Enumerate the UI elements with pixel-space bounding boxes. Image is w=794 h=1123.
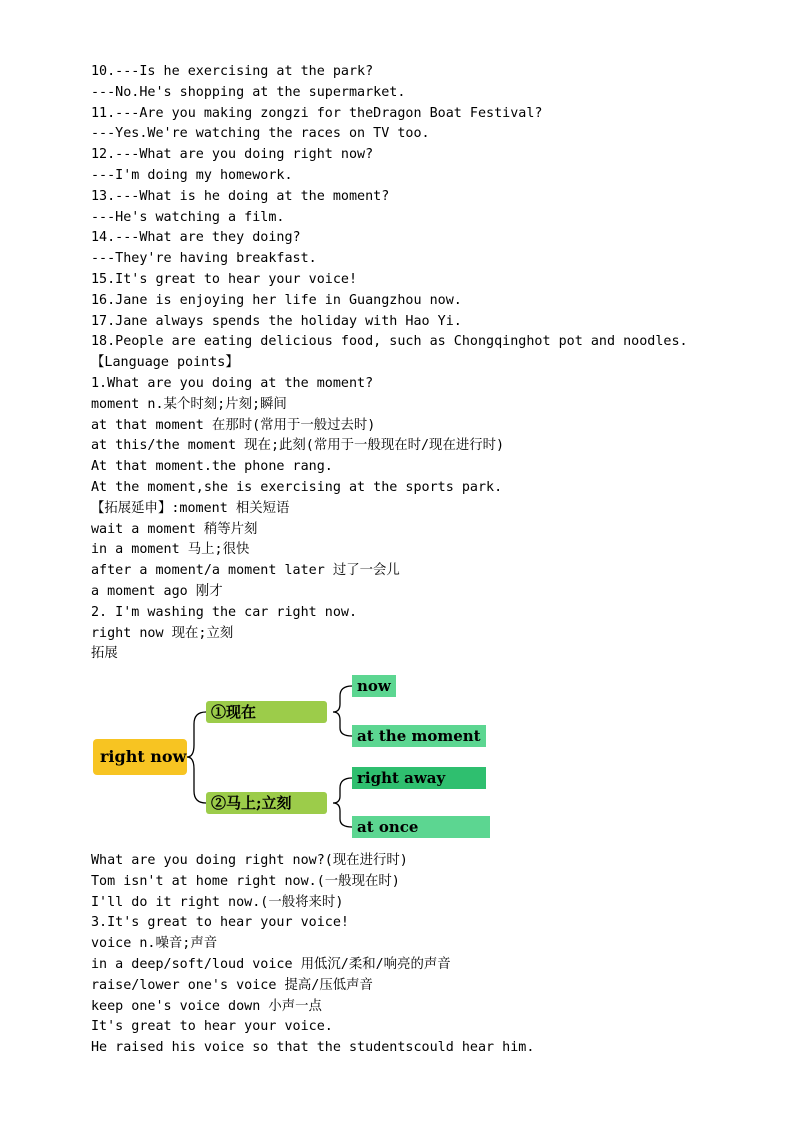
text-line: voice n.噪音;声音 (91, 936, 218, 952)
text-line: at this/the moment 现在;此刻(常用于一般现在时/现在进行时) (91, 438, 505, 454)
text-line: keep one's voice down 小声一点 (91, 998, 322, 1014)
text-line: at that moment 在那时(常用于一般过去时) (91, 417, 376, 433)
text-line: 15.It's great to hear your voice! (91, 272, 358, 287)
text-line: I'll do it right now.(一般将来时) (91, 894, 344, 910)
text-line: 13.---What is he doing at the moment? (91, 188, 390, 204)
text-line: ---I'm doing my homework. (91, 168, 293, 183)
text-line: a moment ago 刚才 (91, 584, 223, 599)
text-line: ---Yes.We're watching the races on TV too. (91, 126, 430, 142)
branch-now-node: ①现在 (206, 701, 327, 723)
text-line: right now 现在;立刻 (91, 625, 234, 641)
branch-immediately-node: ②马上;立刻 (206, 792, 327, 814)
text-line: in a moment 马上;很快 (91, 542, 250, 558)
text-line: after a moment/a moment later 过了一会儿 (91, 563, 400, 579)
text-line: What are you doing right now?(现在进行时) (91, 853, 408, 868)
text-line: ---No.He's shopping at the supermarket. (91, 84, 406, 100)
text-line: 拓展 (91, 646, 118, 662)
text-line: At that moment.the phone rang. (91, 459, 333, 475)
text-line: Tom isn't at home right now.(一般现在时) (91, 873, 400, 889)
leaf-right-away: right away (352, 767, 486, 789)
text-line: 3.It's great to hear your voice! (91, 915, 349, 931)
text-line: 2. I'm washing the car right now. (91, 604, 358, 620)
text-line: He raised his voice so that the studentscould hear him. (91, 1040, 535, 1056)
text-line: At the moment,she is exercising at the sports park. (91, 480, 503, 495)
text-line: It's great to hear your voice. (91, 1019, 333, 1035)
text-line: 14.---What are they doing? (91, 230, 301, 246)
text-line: 12.---What are you doing right now? (91, 147, 374, 163)
text-line: wait a moment 稍等片刻 (91, 521, 258, 537)
text-line: 11.---Are you making zongzi for theDragon Boat Festival? (91, 105, 543, 121)
text-line: 【拓展延申】:moment 相关短语 (91, 500, 290, 516)
text-line: in a deep/soft/loud voice 用低沉/柔和/响亮的声音 (91, 957, 451, 972)
text-line: raise/lower one's voice 提高/压低声音 (91, 977, 373, 993)
text-line: 17.Jane always spends the holiday with Hao Yi. (91, 313, 462, 329)
text-line: moment n.某个时刻;片刻;瞬间 (91, 396, 287, 412)
right-now-diagram (90, 672, 510, 842)
leaf-at-once: at once (352, 816, 490, 838)
leaf-at-the-moment: at the moment (352, 725, 486, 747)
text-line: 16.Jane is enjoying her life in Guangzhou now. (91, 292, 462, 308)
root-node: right now (93, 739, 187, 775)
text-line: ---They're having breakfast. (91, 251, 317, 267)
text-line: 10.---Is he exercising at the park? (91, 64, 374, 79)
text-line: 【Language points】 (91, 355, 239, 371)
leaf-now: now (352, 675, 396, 697)
text-line: 1.What are you doing at the moment? (91, 376, 374, 391)
text-line: ---He's watching a film. (91, 209, 285, 225)
text-line: 18.People are eating delicious food, such as Chongqinghot pot and noodles. (91, 334, 688, 350)
